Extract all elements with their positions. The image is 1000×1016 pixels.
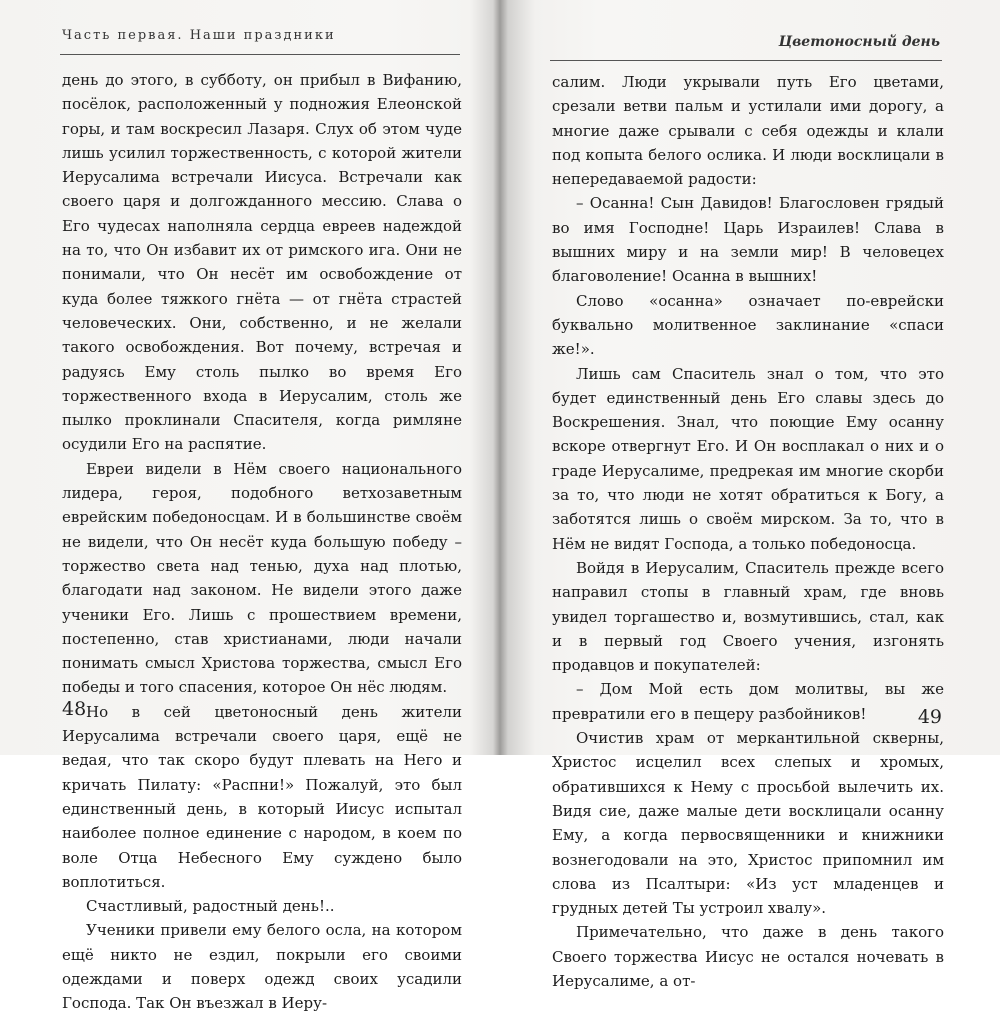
- paragraph: Лишь сам Спаситель знал о том, что это будет единственный день Его славы здесь до Воскрешения. Знал, что поющие Ему осанну вскоре отвергнут Его. И Он восплакал о них и о граде Иерусалиме, предрекая им многие скорби за то, что люди не хотят обратиться к Богу, а заботятся лишь о своём мирском. За то, что в Нём не видят Господа, а только победоносца.: [552, 364, 944, 553]
- left-page-body: [62, 68, 462, 1016]
- paragraph: – Осанна! Сын Давидов! Благословен грядый во имя Господне! Царь Израилев! Слава в вышних миру и на земли мир! В человецех благоволение! Осанна в вышних!: [552, 194, 944, 286]
- paragraph: Войдя в Иерусалим, Спаситель прежде всего направил стопы в главный храм, где вновь увидел торгашество и, возмутившись, стал, как и в первый год Своего учения, изгонять продавцов и покупателей:: [552, 558, 944, 675]
- paragraph: Очистив храм от меркантильной скверны, Христос исцелил всех слепых и хромых, обратившихся к Нему с просьбой вылечить их. Видя сие, даже малые дети восклицали осанну Ему, а когда первосвященники и книжники вознегодовали на это, Христос припомнил им слова из Псалтыри: «Из уст младенцев и грудных детей Ты устроил хвалу».: [552, 729, 944, 918]
- paragraph: день до этого, в субботу, он прибыл в Вифанию, посёлок, расположенный у подножия Елеонской горы, и там воскресил Лазаря. Слух об этом чуде лишь усилил торжественность, с которой жители Иерусалима встречали Иисуса. Встречали как своего царя и долгожданного мессию. Слава о Его чудесах наполняла сердца евреев надеждой на то, что Он избавит их от римского ига. Они не понимали, что Он несёт им освобождение от куда более тяжкого гнёта — от гнёта страстей человеческих. Они, собственно, и не желали такого освобождения. Вот почему, встречая и радуясь Ему столь пылко во время Его торжественного входа в Иерусалим, столь же пылко проклинали Спасителя, когда римляне осудили Его на распятие.: [62, 71, 462, 454]
- header-rule-left: [60, 54, 460, 55]
- paragraph: – Дом Мой есть дом молитвы, вы же превратили его в пещеру разбойников!: [552, 680, 944, 723]
- paragraph: Слово «осанна» означает по-еврейски буквально молитвенное заклинание «спаси же!».: [552, 291, 944, 359]
- header-rule-right: [550, 60, 942, 61]
- paragraph: Ученики привели ему белого осла, на котором ещё никто не ездил, покрыли его своими одеждами и поверх одежд своих усадили Господа. Так Он въезжал в Иеру-: [62, 921, 462, 1013]
- running-header-right: Цветоносный день: [778, 34, 940, 50]
- paragraph: салим. Люди укрывали путь Его цветами, срезали ветви пальм и устилали ими дорогу, а многие даже срывали с себя одежды и клали под копыта белого ослика. И люди восклицали в непередаваемой радости:: [552, 73, 944, 189]
- page-number-left: 48: [62, 698, 87, 720]
- right-page-body: [552, 70, 944, 993]
- paragraph: Счастливый, радостный день!..: [86, 897, 335, 916]
- running-header-left: Часть первая. Наши праздники: [62, 28, 336, 43]
- paragraph: Примечательно, что даже в день такого Своего торжества Иисус не остался ночевать в Иерусалиме, а от-: [552, 923, 944, 990]
- right-page: [500, 0, 1000, 990]
- left-page: [0, 0, 500, 1013]
- page-number-right: 49: [917, 706, 942, 728]
- paragraph: Но в сей цветоносный день жители Иерусалима встречали своего царя, ещё не ведая, что так скоро будут плевать на Него и кричать Пилату: «Распни!» Пожалуй, это был единственный день, в который Иисус испытал наиболее полное единение с народом, в коем по воле Отца Небесного Ему суждено было воплотиться.: [62, 702, 462, 891]
- paragraph: Евреи видели в Нём своего национального лидера, героя, подобного ветхозаветным еврейским победоносцам. И в большинстве своём не видели, что Он несёт куда большую победу – торжество света над тенью, духа над плотью, благодати над законом. Не видели этого даже ученики Его. Лишь с прошествием времени, постепенно, став христианами, люди начали понимать смысл Христова торжества, смысл Его победы и того спасения, которое Он нёс людям.: [62, 459, 462, 697]
